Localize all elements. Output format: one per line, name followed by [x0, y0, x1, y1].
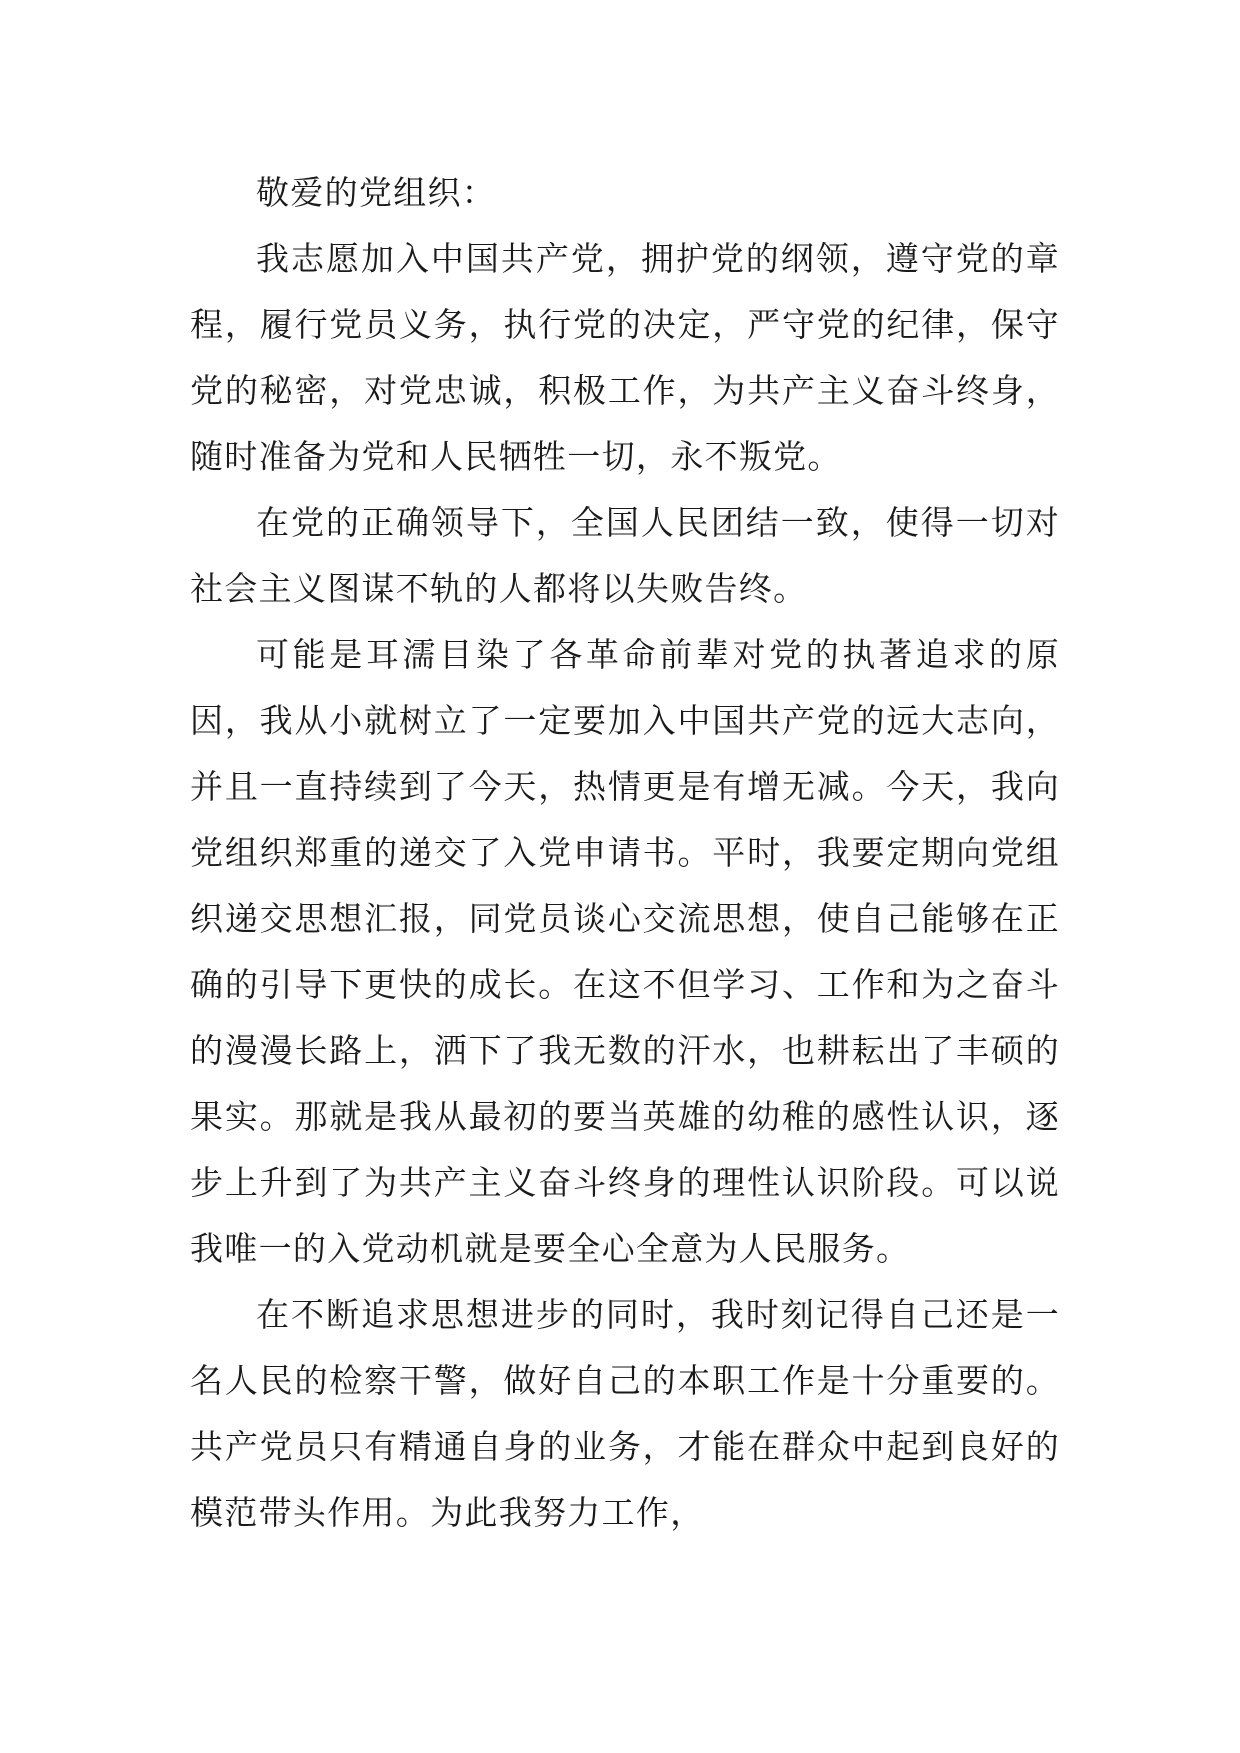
paragraph-motivation: 可能是耳濡目染了各革命前辈对党的执著追求的原因，我从小就树立了一定要加入中国共产党的远大志向，并且一直持续到了今天，热情更是有增无减。今天，我向党组织郑重的递交了入党申请书。平时，我要定期向党组织递交思想汇报，同党员谈心交流思想，使自己能够在正确的引导下更快的成长。在这不但学习、工作和为之奋斗的漫漫长路上，洒下了我无数的汗水，也耕耘出了丰硕的果实。那就是我从最初的要当英雄的幼稚的感性认识，逐步上升到了为共产主义奋斗终身的理性认识阶段。可以说我唯一的入党动机就是要全心全意为人民服务。	[190, 635, 1060, 1268]
paragraph-pledge: 我志愿加入中国共产党，拥护党的纲领，遵守党的章程，履行党员义务，执行党的决定，严守党的纪律，保守党的秘密，对党忠诚，积极工作，为共产主义奋斗终身，随时准备为党和人民牺牲一切，永不叛党。	[190, 239, 1060, 476]
letter-body	[190, 160, 1060, 1546]
paragraph-leadership: 在党的正确领导下，全国人民团结一致，使得一切对社会主义图谋不轨的人都将以失败告终。	[190, 503, 1060, 608]
salutation: 敬爱的党组织：	[256, 173, 497, 212]
paragraph-work: 在不断追求思想进步的同时，我时刻记得自己还是一名人民的检察干警，做好自己的本职工作是十分重要的。共产党员只有精通自身的业务，才能在群众中起到良好的模范带头作用。为此我努力工作，	[190, 1295, 1060, 1532]
